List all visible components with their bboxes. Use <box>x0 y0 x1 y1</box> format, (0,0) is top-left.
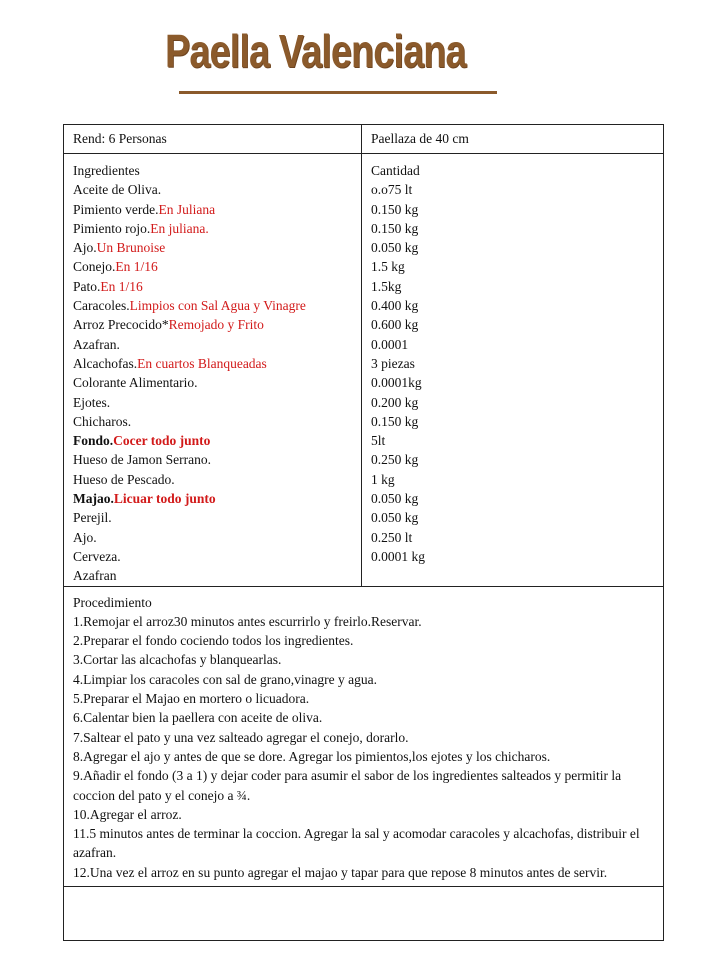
ingredient-item <box>73 489 352 508</box>
quantity-item: 0.400 kg <box>371 298 419 314</box>
ingredients-cell <box>64 154 362 587</box>
ingredient-item <box>73 219 352 238</box>
quantities-cell <box>362 154 664 587</box>
procedure-cell <box>64 586 664 886</box>
ingredient-item <box>73 508 352 527</box>
ingredient-name: Ejotes. <box>73 394 111 410</box>
ingredient-item <box>73 315 352 334</box>
ingredient-name: Pato. <box>73 278 101 294</box>
ingredient-item <box>73 277 352 296</box>
ingredient-name: Azafran <box>73 568 117 584</box>
ingredient-name: Fondo. <box>73 433 114 449</box>
ingredient-name: Azafran. <box>73 336 120 352</box>
procedure-step: 6.Calentar bien la paellera con aceite de oliva. <box>73 710 323 726</box>
procedure-list <box>73 612 654 882</box>
ingredient-item <box>73 528 352 547</box>
quantity-item: 0.0001kg <box>371 375 422 391</box>
procedure-step: 9.Añadir el fondo (3 a 1) y dejar coder para asumir el sabor de los ingredientes salteados y permitir la coccion del pato y el conejo a ¾. <box>73 768 622 803</box>
ingredient-name: Colorante Alimentario. <box>73 375 198 391</box>
ingredient-name: Conejo. <box>73 259 116 275</box>
procedure-step: 2.Preparar el fondo cociendo todos los ingredientes. <box>73 633 354 649</box>
ingredient-name: Arroz Precocido* <box>73 317 169 333</box>
ingredient-note: En Juliana <box>158 201 216 217</box>
ingredient-item <box>73 450 352 469</box>
quantity-item: 0.0001 <box>371 336 409 352</box>
ingredients-row <box>64 154 664 587</box>
recipe-table <box>63 124 664 941</box>
procedure-heading: Procedimiento <box>73 594 152 610</box>
quantity-item: 5lt <box>371 433 386 449</box>
ingredient-note: Un Brunoise <box>96 240 166 256</box>
procedure-step: 10.Agregar el arroz. <box>73 806 182 822</box>
quantity-item: 0.150 kg <box>371 220 419 236</box>
ingredient-name: Ajo. <box>73 529 97 545</box>
ingredient-name: Chicharos. <box>73 413 132 429</box>
ingredient-item <box>73 431 352 450</box>
ingredient-name: Caracoles. <box>73 298 130 314</box>
empty-row <box>64 886 664 940</box>
quantities-list <box>371 180 654 566</box>
ingredient-item <box>73 470 352 489</box>
ingredient-item <box>73 200 352 219</box>
quantity-item: 0.150 kg <box>371 201 419 217</box>
quantity-item: 0.050 kg <box>371 240 419 256</box>
ingredient-item <box>73 257 352 276</box>
quantity-item: 1 kg <box>371 471 395 487</box>
quantities-heading: Cantidad <box>371 163 420 178</box>
ingredient-name: Majao. <box>73 491 114 507</box>
ingredients-heading: Ingredientes <box>73 163 140 178</box>
ingredient-item <box>73 180 352 199</box>
pan-size-cell: Paellaza de 40 cm <box>362 125 664 154</box>
quantity-item: 0.200 kg <box>371 394 419 410</box>
quantity-item: 1.5 kg <box>371 259 405 275</box>
ingredient-item <box>73 566 352 585</box>
ingredient-name: Perejil. <box>73 510 112 526</box>
ingredient-name: Pimiento rojo. <box>73 220 151 236</box>
procedure-step: 4.Limpiar los caracoles con sal de grano,vinagre y agua. <box>73 671 378 687</box>
procedure-step: 7.Saltear el pato y una vez salteado agregar el conejo, dorarlo. <box>73 729 409 745</box>
quantity-item: 0.050 kg <box>371 491 419 507</box>
ingredient-name: Alcachofas. <box>73 355 138 371</box>
ingredient-note: Cocer todo junto <box>113 433 211 449</box>
procedure-step: 5.Preparar el Majao en mortero o licuadora. <box>73 691 310 707</box>
ingredient-item <box>73 335 352 354</box>
ingredient-note: Limpios con Sal Agua y Vinagre <box>129 298 306 314</box>
ingredient-item <box>73 393 352 412</box>
ingredients-list <box>73 180 352 585</box>
empty-cell <box>64 886 664 940</box>
procedure-step: 12.Una vez el arroz en su punto agregar el majao y tapar para que repose 8 minutos antes de servir. <box>73 864 608 880</box>
procedure-step: 1.Remojar el arroz30 minutos antes escurrirlo y freirlo.Reservar. <box>73 613 422 629</box>
ingredient-name: Aceite de Oliva. <box>73 182 162 198</box>
ingredient-note: Remojado y Frito <box>168 317 264 333</box>
ingredient-name: Cerveza. <box>73 548 121 564</box>
quantity-item: o.o75 lt <box>371 182 413 198</box>
ingredient-note: En 1/16 <box>115 259 158 275</box>
ingredient-item <box>73 373 352 392</box>
ingredient-note: En 1/16 <box>100 278 143 294</box>
yield-cell: Rend: 6 Personas <box>64 125 362 154</box>
procedure-row <box>64 586 664 886</box>
quantity-item: 0.0001 kg <box>371 548 425 564</box>
procedure-step: 8.Agregar el ajo y antes de que se dore. Agregar los pimientos,los ejotes y los chicharos. <box>73 748 551 764</box>
quantity-item: 3 piezas <box>371 355 415 371</box>
ingredient-item <box>73 547 352 566</box>
ingredient-item <box>73 412 352 431</box>
ingredient-item <box>73 296 352 315</box>
ingredient-note: Licuar todo junto <box>113 491 216 507</box>
header-row <box>64 125 664 154</box>
ingredient-name: Hueso de Pescado. <box>73 471 175 487</box>
quantity-item: 0.600 kg <box>371 317 419 333</box>
quantity-item: 0.150 kg <box>371 413 419 429</box>
ingredient-item <box>73 238 352 257</box>
ingredient-name: Hueso de Jamon Serrano. <box>73 452 211 468</box>
quantity-item: 1.5kg <box>371 278 402 294</box>
page-title: Paella Valenciana <box>165 25 466 77</box>
procedure-step: 11.5 minutos antes de terminar la coccion. Agregar la sal y acomodar caracoles y alcachofas, distribuir el azafran. <box>73 826 640 861</box>
quantity-item: 0.250 lt <box>371 529 413 545</box>
ingredient-name: Pimiento verde. <box>73 201 159 217</box>
ingredient-note: En juliana. <box>150 220 209 236</box>
ingredient-item <box>73 354 352 373</box>
title-underline <box>179 91 497 94</box>
quantity-item: 0.250 kg <box>371 452 419 468</box>
procedure-step: 3.Cortar las alcachofas y blanquearlas. <box>73 652 282 668</box>
ingredient-note: En cuartos Blanqueadas <box>137 355 267 371</box>
ingredient-name: Ajo. <box>73 240 97 256</box>
title-block <box>165 20 505 82</box>
quantity-item: 0.050 kg <box>371 510 419 526</box>
